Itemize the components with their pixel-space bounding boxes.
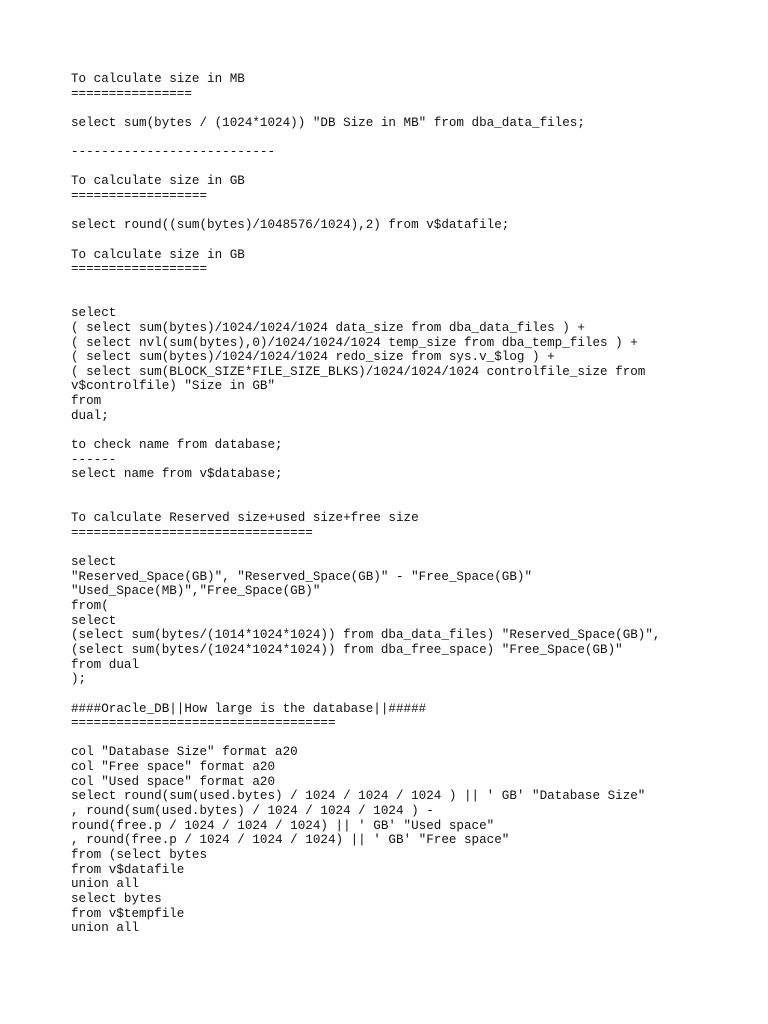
text-line: [71, 497, 768, 512]
text-line: from: [71, 394, 102, 409]
text-line: to check name from database;: [71, 438, 283, 453]
text-line: [71, 687, 768, 702]
text-line: ================================: [71, 525, 313, 540]
text-line: ==================: [71, 262, 208, 277]
text-line: union all: [71, 877, 140, 892]
text-line: v$controlfile) "Size in GB": [71, 379, 276, 394]
text-line: "Reserved_Space(GB)", "Reserved_Space(GB)" - "Free_Space(GB)": [71, 569, 533, 584]
text-line: select round(sum(used.bytes) / 1024 / 1024 / 1024 ) || ' GB' "Database Size": [71, 789, 646, 804]
text-line: , round(free.p / 1024 / 1024 / 1024) || ' GB' "Free space": [71, 833, 510, 848]
text-line: select sum(bytes / (1024*1024)) "DB Size in MB" from dba_data_files;: [71, 115, 585, 130]
text-line: To calculate size in MB: [71, 72, 245, 86]
text-line: select: [71, 306, 117, 321]
text-line: [71, 731, 768, 746]
text-line: select: [71, 613, 117, 628]
text-line: ( select sum(bytes)/1024/1024/1024 redo_size from sys.v_$log ) +: [71, 350, 555, 365]
text-line: [71, 423, 768, 438]
text-line: [71, 541, 768, 556]
text-line: ------: [71, 452, 117, 467]
text-line: select: [71, 555, 117, 570]
text-line: ( select sum(BLOCK_SIZE*FILE_SIZE_BLKS)/1024/1024/1024 controlfile_size from: [71, 364, 646, 379]
text-line: , round(sum(used.bytes) / 1024 / 1024 / 1024 ) -: [71, 804, 434, 819]
text-line: ( select sum(bytes)/1024/1024/1024 data_size from dba_data_files ) +: [71, 320, 585, 335]
document-body: [71, 72, 768, 936]
text-line: col "Free space" format a20: [71, 760, 276, 775]
text-line: ####Oracle_DB||How large is the database||#####: [71, 701, 427, 716]
text-line: To calculate size in GB: [71, 174, 245, 189]
text-line: [71, 131, 768, 146]
text-line: [71, 160, 768, 175]
text-line: ================: [71, 86, 192, 101]
text-line: from (select bytes: [71, 847, 208, 862]
text-line: from v$datafile: [71, 862, 185, 877]
text-line: from(: [71, 599, 109, 614]
text-line: ---------------------------: [71, 145, 276, 160]
text-line: [71, 101, 768, 116]
text-line: (select sum(bytes/(1024*1024*1024)) from dba_free_space) "Free_Space(GB)": [71, 642, 623, 657]
text-line: ===================================: [71, 716, 336, 731]
text-line: ( select nvl(sum(bytes),0)/1024/1024/1024 temp_size from dba_temp_files ) +: [71, 335, 638, 350]
text-line: ==================: [71, 189, 208, 204]
text-line: To calculate Reserved size+used size+free size: [71, 511, 419, 526]
text-line: [71, 292, 768, 307]
text-line: from v$tempfile: [71, 906, 185, 921]
text-line: col "Used space" format a20: [71, 774, 276, 789]
text-line: select round((sum(bytes)/1048576/1024),2) from v$datafile;: [71, 218, 510, 233]
text-line: select name from v$database;: [71, 467, 283, 482]
text-line: );: [71, 672, 87, 687]
text-line: [71, 277, 768, 292]
text-line: from dual: [71, 657, 140, 672]
text-line: (select sum(bytes/(1014*1024*1024)) from dba_data_files) "Reserved_Space(GB)",: [71, 628, 661, 643]
text-line: To calculate size in GB: [71, 247, 245, 262]
text-line: [71, 204, 768, 219]
text-line: col "Database Size" format a20: [71, 745, 298, 760]
text-line: [71, 482, 768, 497]
text-line: "Used_Space(MB)","Free_Space(GB)": [71, 584, 321, 599]
text-line: dual;: [71, 408, 109, 423]
text-line: select bytes: [71, 891, 162, 906]
text-line: [71, 233, 768, 248]
text-line: round(free.p / 1024 / 1024 / 1024) || ' GB' "Used space": [71, 818, 495, 833]
text-line: union all: [71, 921, 140, 936]
